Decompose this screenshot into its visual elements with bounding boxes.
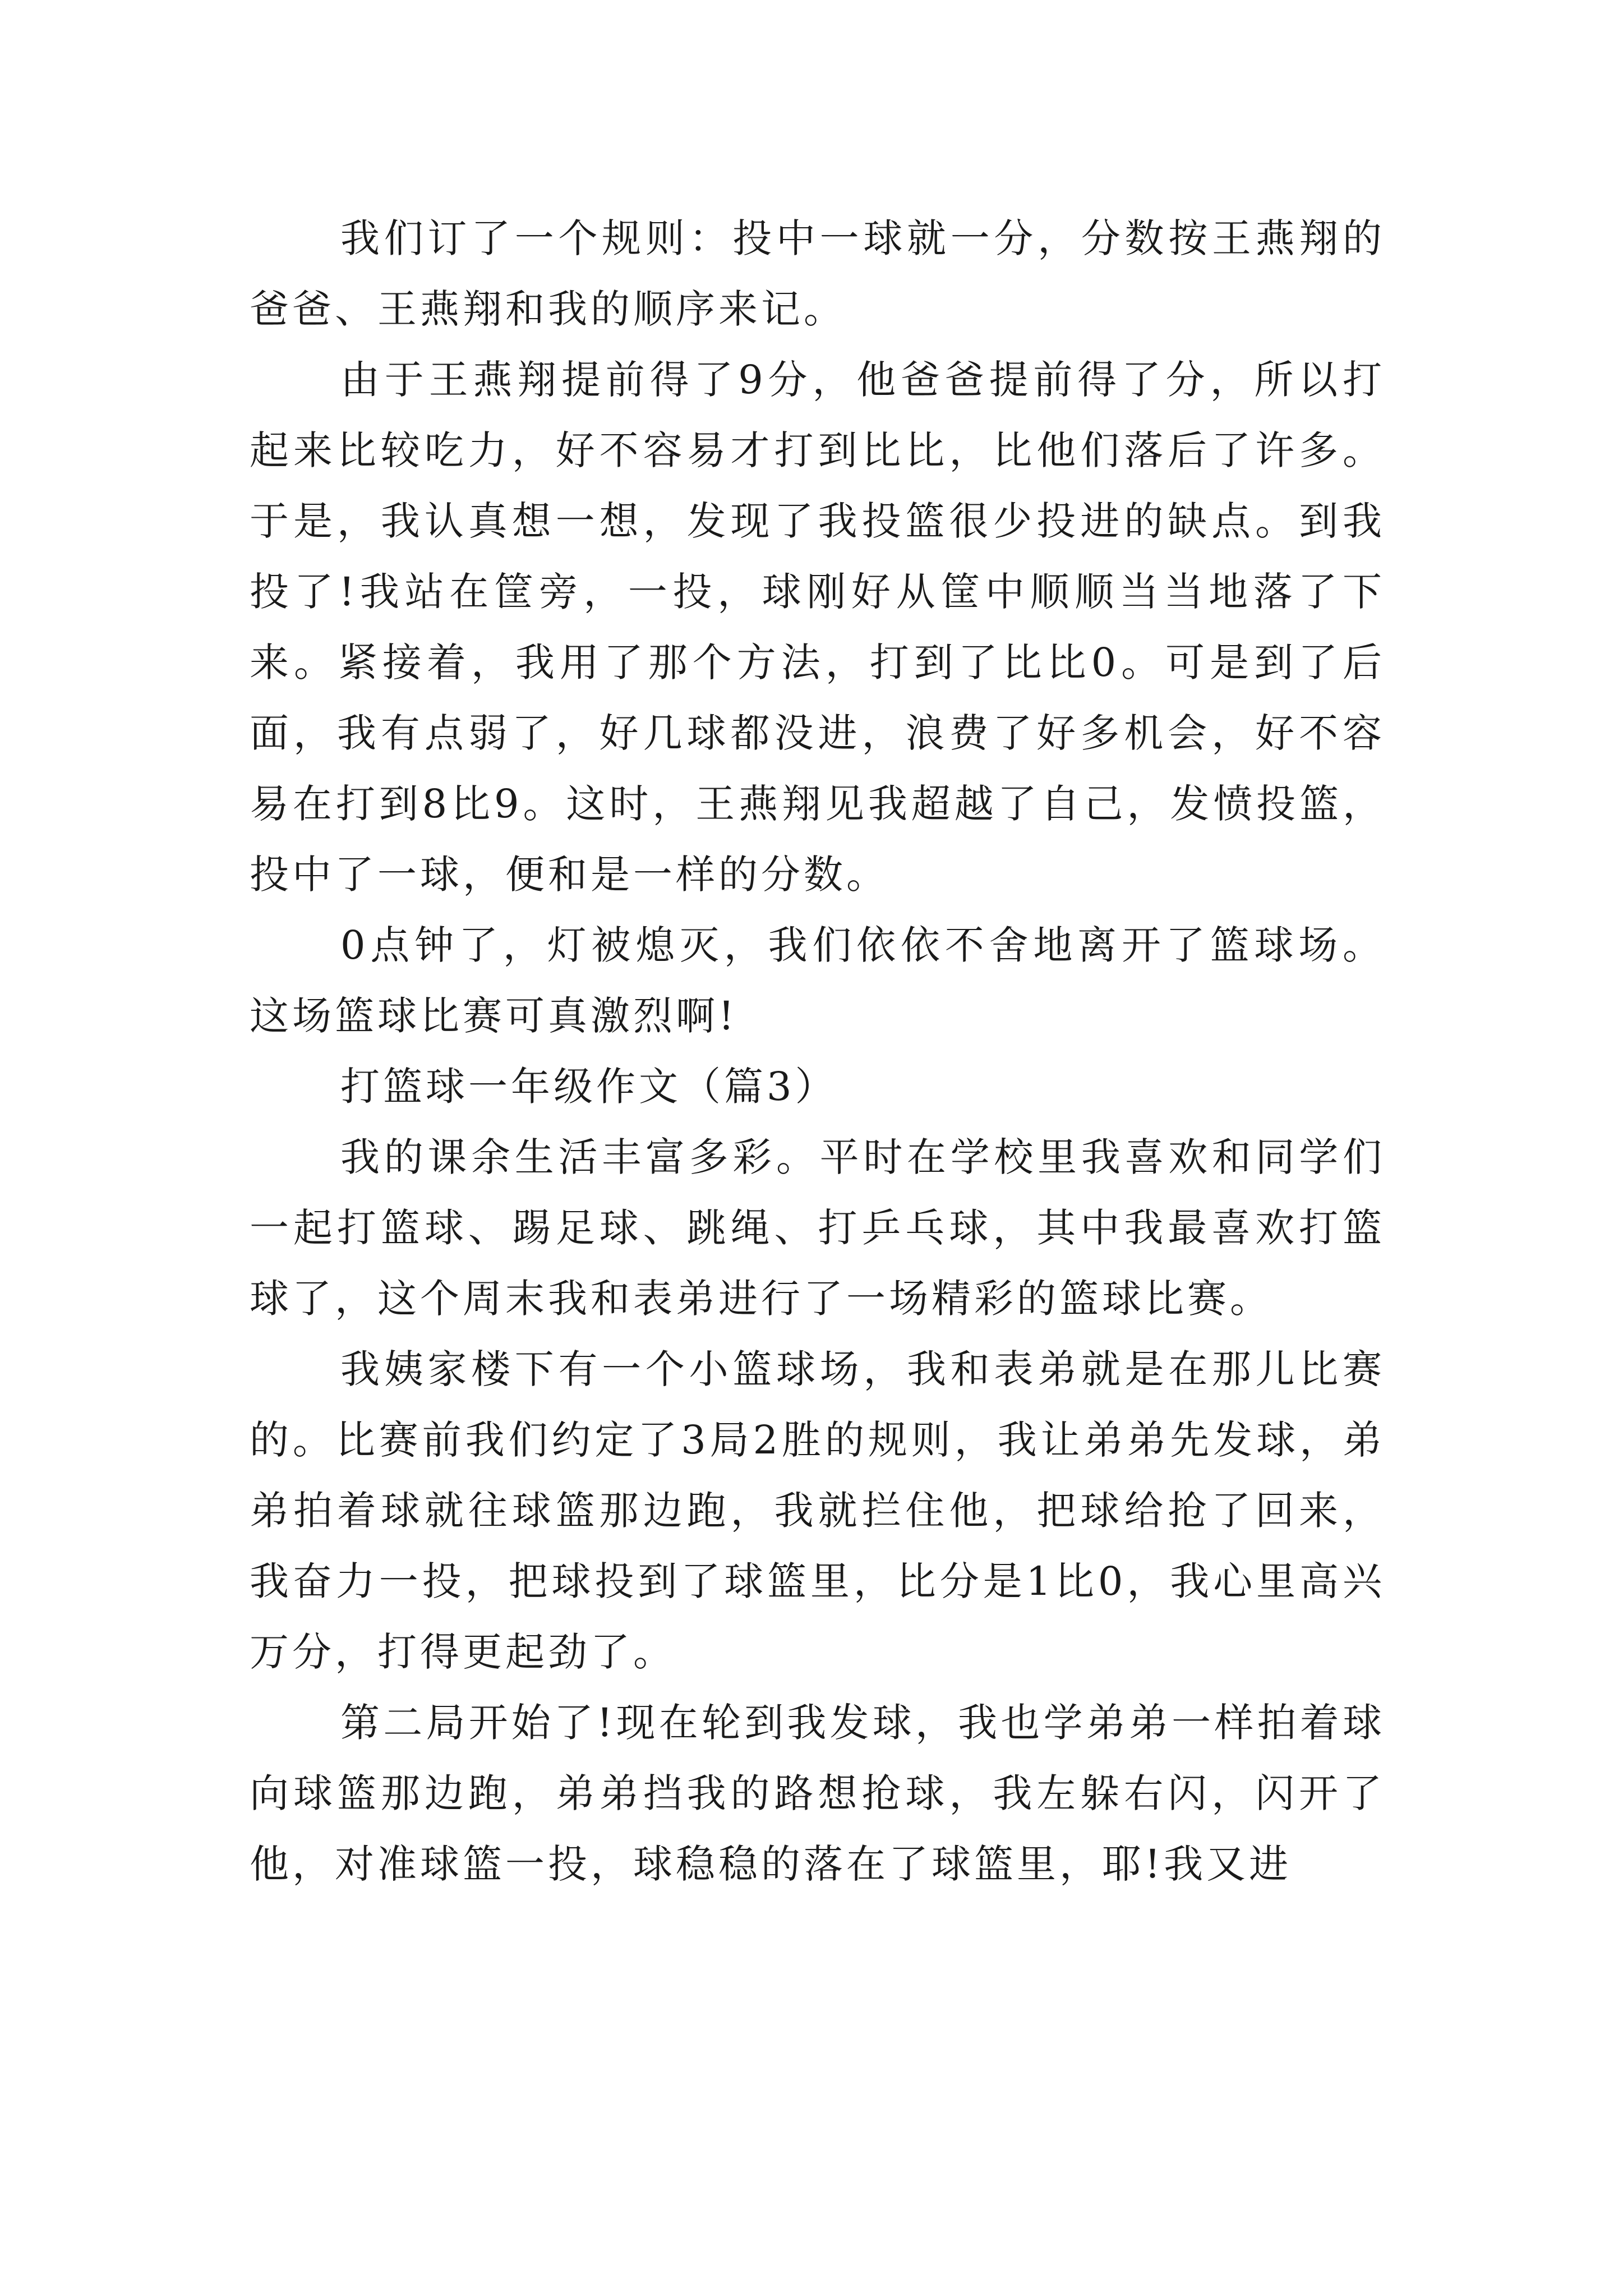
paragraph-second-round: 第二局开始了!现在轮到我发球，我也学弟弟一样拍着球向球篮那边跑，弟弟挡我的路想抢球，我左躲右闪，闪开了他，对准球篮一投，球稳稳的落在了球篮里，耶!我又进	[250, 1700, 1385, 1887]
section-heading: 打篮球一年级作文（篇3）	[340, 1064, 838, 1110]
paragraph-rules: 我们订了一个规则：投中一球就一分，分数按王燕翔的爸爸、王燕翔和我的顺序来记。	[250, 215, 1385, 332]
document-body	[250, 203, 1385, 1899]
paragraph-game-progress: 由于王燕翔提前得了9分，他爸爸提前得了分，所以打起来比较吃力，好不容易才打到比比，比他们落后了许多。于是，我认真想一想，发现了我投篮很少投进的缺点。到我投了!我站在筐旁，一投，球刚好从筐中顺顺当当地落了下来。紧接着，我用了那个方法，打到了比比0。可是到了后面，我有点弱了，好几球都没进，浪费了好多机会，好不容易在打到8比9。这时，王燕翔见我超越了自己，发愤投篮，投中了一球，便和是一样的分数。	[250, 357, 1385, 898]
paragraph-ending: 0点钟了，灯被熄灭，我们依依不舍地离开了篮球场。这场篮球比赛可真激烈啊!	[250, 922, 1385, 1039]
paragraph-hobbies: 我的课余生活丰富多彩。平时在学校里我喜欢和同学们一起打篮球、踢足球、跳绳、打乒乓球，其中我最喜欢打篮球了，这个周末我和表弟进行了一场精彩的篮球比赛。	[250, 1134, 1385, 1322]
paragraph-first-round: 我姨家楼下有一个小篮球场，我和表弟就是在那儿比赛的。比赛前我们约定了3局2胜的规则，我让弟弟先发球，弟弟拍着球就往球篮那边跑，我就拦住他，把球给抢了回来，我奋力一投，把球投到了球篮里，比分是1比0，我心里高兴万分，打得更起劲了。	[250, 1346, 1385, 1675]
